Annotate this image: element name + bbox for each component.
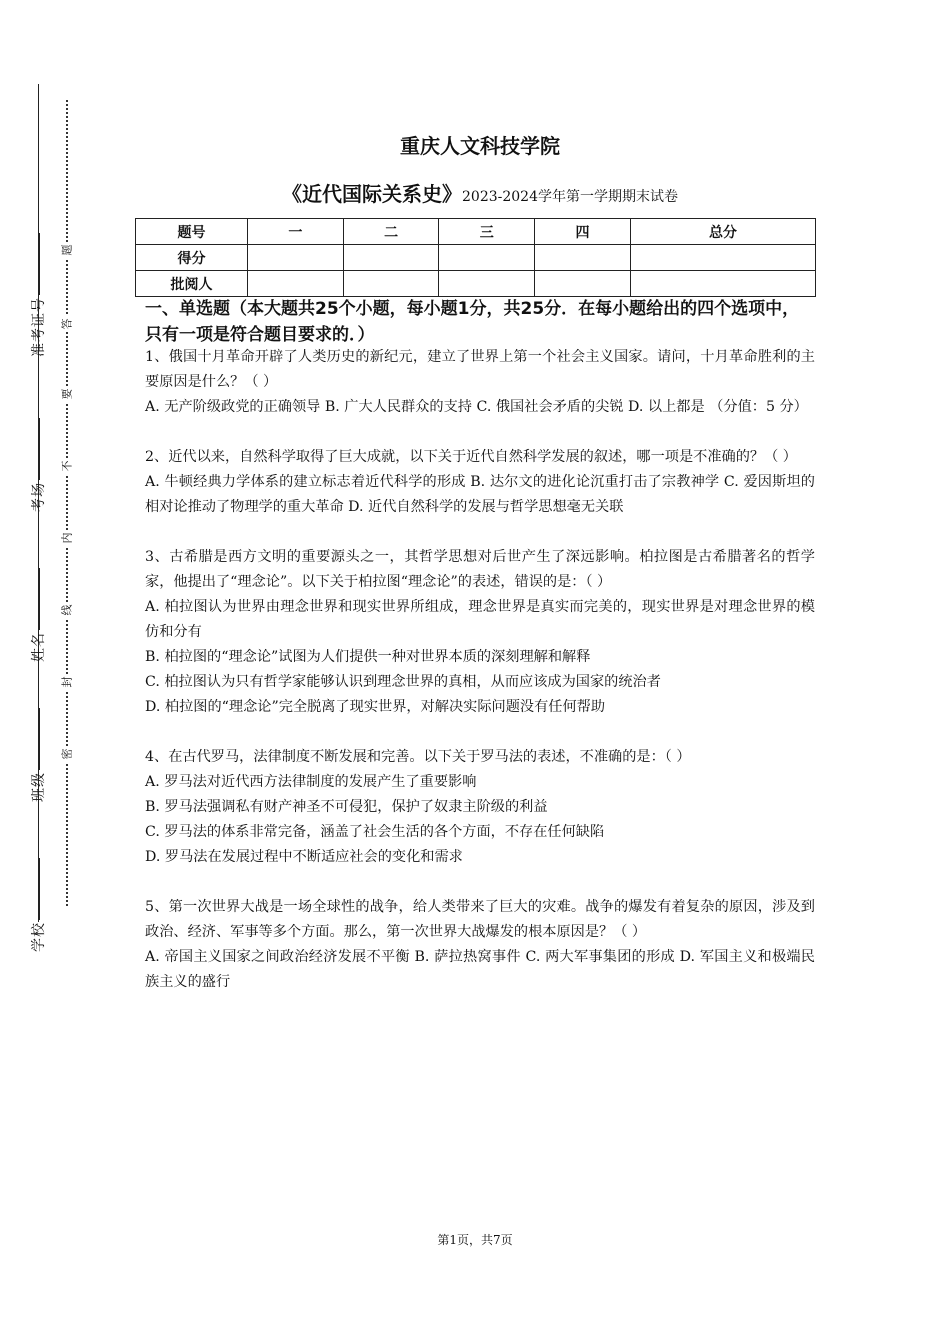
grader-cell[interactable] [535,271,631,297]
seal-dotted-line [66,100,68,906]
grader-cell[interactable] [630,271,815,297]
question-stem: 4、在古代罗马，法律制度不断发展和完善。以下关于罗马法的表述，不准确的是：（ ） [145,749,691,765]
seal-char: 内 [59,530,75,546]
page-number: 第1页，共7页 [437,1233,513,1247]
option-c[interactable]: C. 罗马法的体系非常完备，涵盖了社会生活的各个方面，不存在任何缺陷 [145,824,605,840]
seal-char: 封 [59,674,75,690]
school-title: 重庆人文科技学院 [400,134,560,158]
question-1 [145,345,815,420]
name-label: 姓名 [31,632,47,662]
row-label: 得分 [136,245,248,271]
exam-term: 2023-2024学年第一学期期末试卷 [462,189,678,205]
grader-cell[interactable] [248,271,344,297]
grader-row [136,271,816,297]
course-name: 《近代国际关系史》 [282,182,462,206]
option-d[interactable]: D. 罗马法在发展过程中不断适应社会的变化和需求 [145,849,463,865]
school-label: 学校 [31,922,47,952]
section-heading: 一、单选题（本大题共25个小题，每小题1分，共25分．在每小题给出的四个选项中，只有一项是符合题目要求的．） [145,299,800,345]
question-options[interactable]: A. 牛顿经典力学体系的建立标志着近代科学的形成 B. 达尔文的进化论沉重打击了宗教神学 C. 爱因斯坦的相对论推动了物理学的重大革命 D. 近代自然科学的发展与哲学思想毫无关联 [145,474,815,515]
option-b[interactable]: B. 罗马法强调私有财产神圣不可侵犯，保护了奴隶主阶级的利益 [145,799,548,815]
class-field[interactable] [20,700,56,810]
school-field[interactable] [20,850,56,960]
seal-char: 要 [59,386,75,402]
score-cell[interactable] [630,245,815,271]
question-5 [145,895,815,995]
table-header: 三 [439,219,535,245]
exam-title [145,178,815,207]
grader-cell[interactable] [343,271,439,297]
grader-cell[interactable] [439,271,535,297]
option-c[interactable]: C. 柏拉图认为只有哲学家能够认识到理念世界的真相，从而应该成为国家的统治者 [145,674,661,690]
option-a[interactable]: A. 柏拉图认为世界由理念世界和现实世界所组成，理念世界是真实而完美的，现实世界是对理念世界的模仿和分有 [145,599,815,640]
question-stem: 3、古希腊是西方文明的重要源头之一，其哲学思想对后世产生了深远影响。柏拉图是古希腊著名的哲学家，他提出了“理念论”。以下关于柏拉图“理念论”的表述，错误的是：（ ） [145,549,815,590]
seal-char: 密 [59,746,75,762]
option-d[interactable]: D. 柏拉图的“理念论”完全脱离了现实世界，对解决实际问题没有任何帮助 [145,699,606,715]
row-label: 批阅人 [136,271,248,297]
option-b[interactable]: B. 柏拉图的“理念论”试图为人们提供一种对世界本质的深刻理解和解释 [145,649,591,665]
name-field[interactable] [20,560,56,670]
exam-id-field[interactable] [20,240,56,357]
score-row [136,245,816,271]
table-header: 四 [535,219,631,245]
question-options[interactable]: A. 帝国主义国家之间政治经济发展不平衡 B. 萨拉热窝事件 C. 两大军事集团的形成 D. 军国主义和极端民族主义的盛行 [145,949,815,990]
seal-char: 答 [59,316,75,332]
question-2 [145,445,815,520]
score-cell[interactable] [248,245,344,271]
exam-room-label: 考场 [31,482,47,512]
table-header: 一 [248,219,344,245]
seal-char: 线 [59,602,75,618]
exam-room-field[interactable] [20,410,56,520]
question-4 [145,745,815,870]
option-a[interactable]: A. 罗马法对近代西方法律制度的发展产生了重要影响 [145,774,477,790]
table-header: 总分 [630,219,815,245]
score-cell[interactable] [439,245,535,271]
question-options[interactable]: A. 无产阶级政党的正确领导 B. 广大人民群众的支持 C. 俄国社会矛盾的尖锐 D. 以上都是 （分值：5 分） [145,399,808,415]
table-header: 题号 [136,219,248,245]
question-stem: 1、俄国十月革命开辟了人类历史的新纪元，建立了世界上第一个社会主义国家。请问，十月革命胜利的主要原因是什么？（ ） [145,349,815,390]
score-table [135,218,816,297]
seal-char: 不 [59,458,75,474]
score-table-header-row [136,219,816,245]
seal-char: 题 [59,242,75,258]
score-cell[interactable] [343,245,439,271]
score-cell[interactable] [535,245,631,271]
question-stem: 5、第一次世界大战是一场全球性的战争，给人类带来了巨大的灾难。战争的爆发有着复杂的原因，涉及到政治、经济、军事等多个方面。那么，第一次世界大战爆发的根本原因是？（ ） [145,899,815,940]
question-stem: 2、近代以来，自然科学取得了巨大成就，以下关于近代自然科学发展的叙述，哪一项是不准确的？（ ） [145,449,797,465]
exam-id-label: 准考证号 [31,297,47,357]
table-header: 二 [343,219,439,245]
class-label: 班级 [31,772,47,802]
question-list [145,345,815,1020]
question-3 [145,545,815,720]
